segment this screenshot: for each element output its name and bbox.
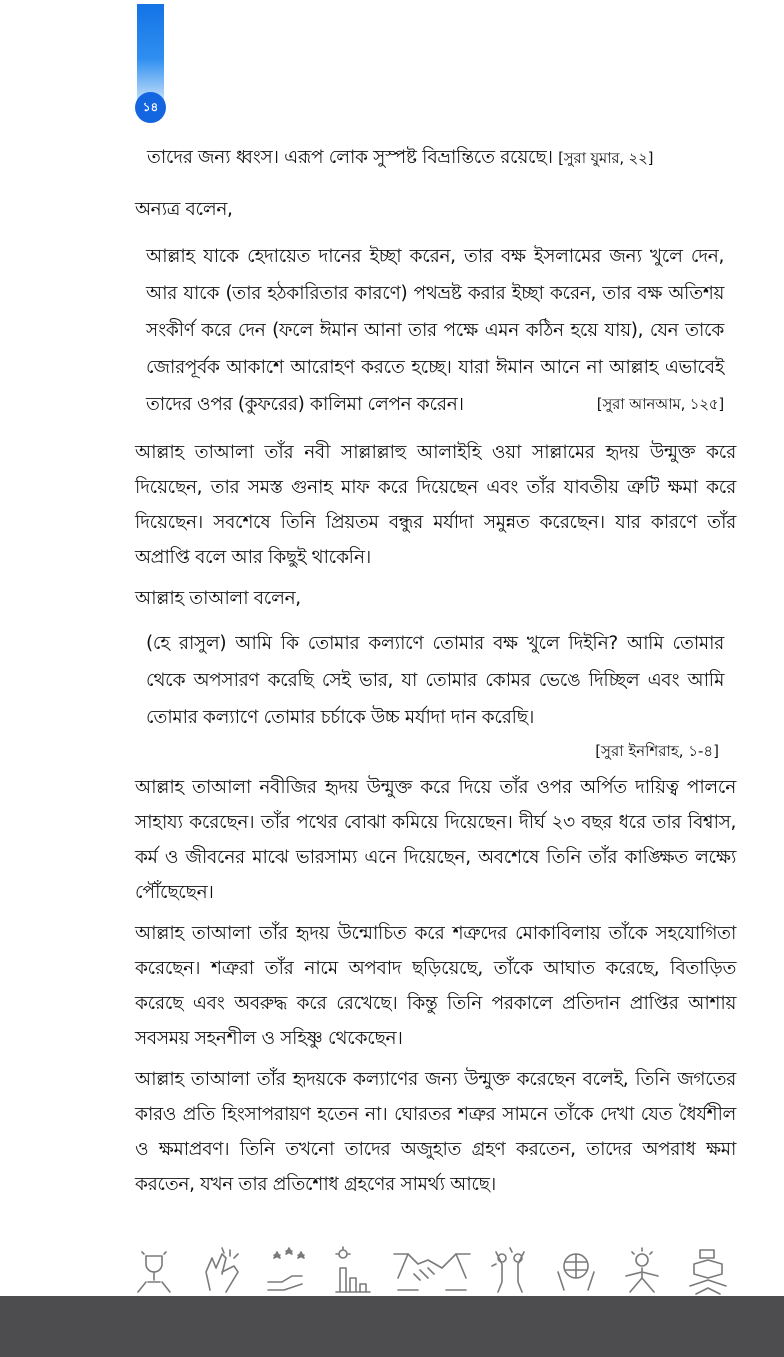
paragraph-4: আল্লাহ তাআলা তাঁর হৃদয়কে কল্যাণের জন্য উন্মুক্ত করেছেন বলেই, তিনি জগতের কারও প্রতি হিংসাপরায়ণ হতেন না। ঘোরতর শত্রুর সামনে তাঁকে দেখা যেত ধৈর্যশীল ও ক্ষমাপ্রবণ। তিনি তখনো তাদের অজুহাত গ্রহণ করতেন, তাদের অপরাধ ক্ষমা করতেন, যখন তার প্রতিশোধ গ্রহণের সামর্থ্য আছে। <box>135 1069 736 1195</box>
page-tab-marker <box>137 4 164 104</box>
sunrise-meditation-icon <box>626 1248 658 1292</box>
footer-band <box>0 1296 784 1357</box>
intro-line-1: অন্যত্র বলেন, <box>135 199 233 220</box>
top-line-text: তাদের জন্য ধ্বংস। এরূপ লোক সুস্পষ্ট বিভ্রান্তিতে রয়েছে। <box>147 147 553 168</box>
quote-block-1 <box>146 238 724 423</box>
bar-chart-icon <box>336 1247 370 1292</box>
trophy-hands-icon <box>138 1252 170 1292</box>
quote-2-citation: [সুরা ইনশিরাহ, ১-৪] <box>595 742 719 760</box>
paragraph-2: আল্লাহ তাআলা নবীজির হৃদয় উন্মুক্ত করে দিয়ে তাঁর ওপর অর্পিত দায়িত্ব পালনে সাহায্য করেছেন। তাঁর পথের বোঝা কমিয়ে দিয়েছেন। দীর্ঘ ২৩ বছর ধরে তার বিশ্বাস, কর্ম ও জীবনের মাঝে ভারসাম্য এনে দিয়েছেন, অবশেষে তিনি তাঁর কাঙ্ক্ষিত লক্ষ্যে পৌঁছেছেন। <box>135 777 736 903</box>
stacked-hands-icon <box>690 1250 726 1294</box>
intro-line-2: আল্লাহ তাআলা বলেন, <box>135 588 301 609</box>
paragraph-3: আল্লাহ তাআলা তাঁর হৃদয় উন্মোচিত করে শত্রুদের মোকাবিলায় তাঁকে সহযোগিতা করেছেন। শত্রুরা তাঁর নামে অপবাদ ছড়িয়েছে, তাঁকে আঘাত করেছে, বিতাড়িত করেছে এবং অবরুদ্ধ করে রেখেছে। কিন্তু তিনি পরকালে প্রতিদান প্রাপ্তির আশায় সবসময় সহনশীল ও সহিষ্ণু থেকেছেন। <box>135 923 736 1049</box>
page-number: ১৪ <box>135 92 166 123</box>
celebrating-people-icon <box>492 1248 524 1292</box>
quote-1-text <box>146 238 724 423</box>
top-line-citation: [সুরা যুমার, ২২] <box>558 149 654 167</box>
clapping-hands-icon <box>206 1248 238 1292</box>
quote-1-body: আল্লাহ যাকে হেদায়েত দানের ইচ্ছা করেন, তার বক্ষ ইসলামের জন্য খুলে দেন, আর যাকে (তার হঠকারিতার কারণে) পথভ্রষ্ট করার ইচ্ছা করেন, তার বক্ষ অতিশয় সংকীর্ণ করে দেন (ফলে ঈমান আনা তার পক্ষে এমন কঠিন হয়ে যায়), যেন তাকে জোরপূর্বক আকাশে আরোহণ করতে হচ্ছে। যারা ঈমান আনে না আল্লাহ এভাবেই তাদের ওপর (কুফরের) কালিমা লেপন করেন। <box>146 246 724 415</box>
handshake-icon <box>394 1254 470 1290</box>
page-content <box>135 140 736 1202</box>
brain-hands-icon <box>558 1254 594 1290</box>
footer-icon-strip <box>130 1240 740 1298</box>
top-line <box>147 140 736 176</box>
paragraph-1: আল্লাহ তাআলা তাঁর নবী সাল্লাল্লাহু আলাইহি ওয়া সাল্লামের হৃদয় উন্মুক্ত করে দিয়েছেন, তার সমস্ত গুনাহ মাফ করে দিয়েছেন এবং তাঁর যাবতীয় ত্রুটি ক্ষমা করে দিয়েছেন। সবশেষে তিনি প্রিয়তম বন্ধুর মর্যাদা সমুন্নত করেছেন। যার কারণে তাঁর অপ্রাপ্তি বলে আর কিছুই থাকেনি। <box>135 442 736 568</box>
stars-hand-icon <box>268 1248 304 1290</box>
quote-2-text: (হে রাসুল) আমি কি তোমার কল্যাণে তোমার বক্ষ খুলে দিইনি? আমি তোমার থেকে অপসারণ করেছি সেই ভার, যা তোমার কোমর ভেঙে দিচ্ছিল এবং আমি তোমার কল্যাণে তোমার চর্চাকে উচ্চ মর্যাদা দান করেছি। <box>146 633 724 728</box>
quote-block-2 <box>146 625 724 766</box>
quote-1-citation: [সুরা আনআম, ১২৫] <box>596 395 724 413</box>
